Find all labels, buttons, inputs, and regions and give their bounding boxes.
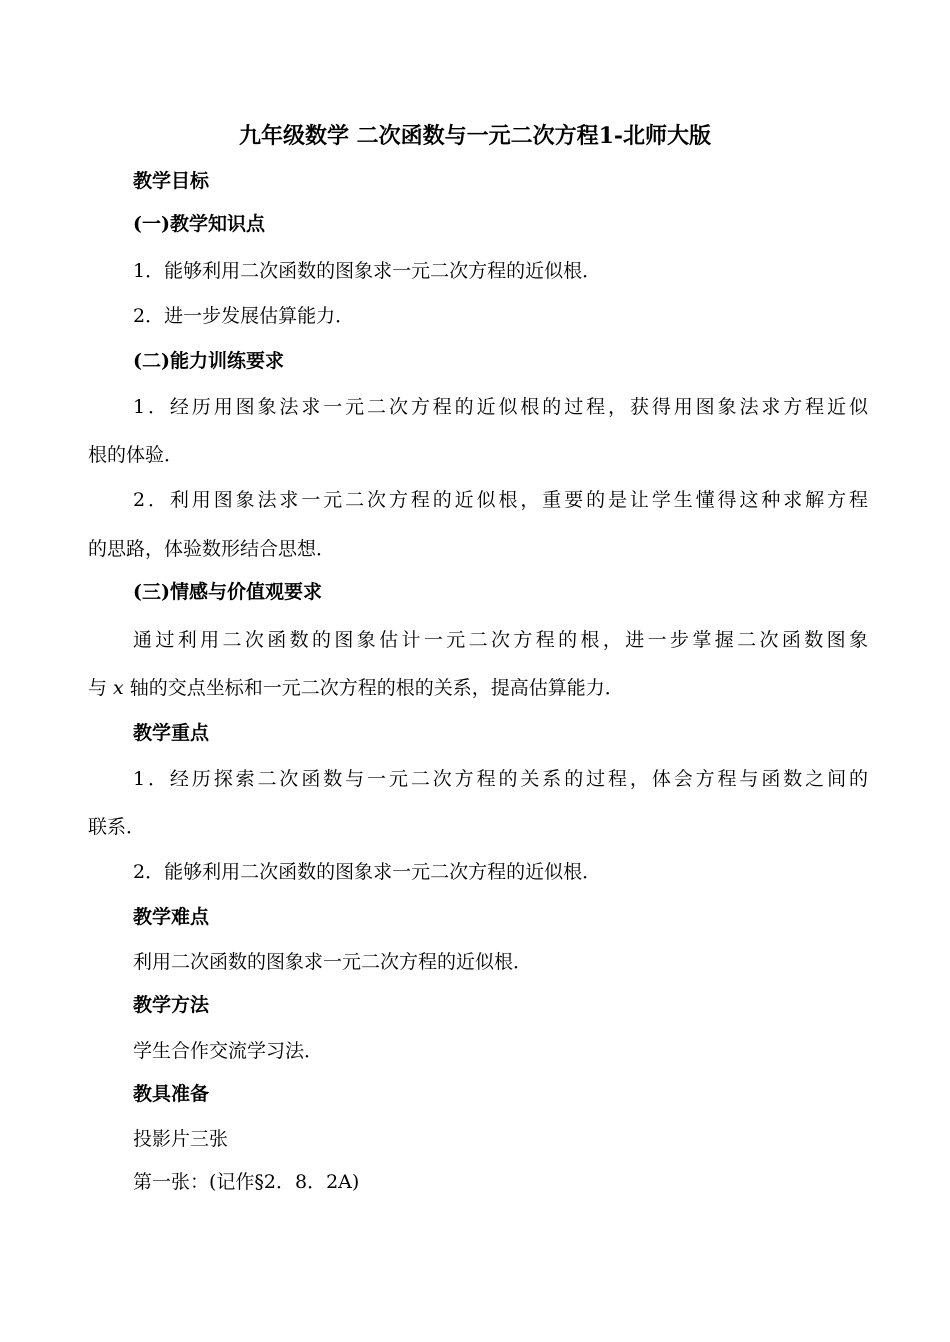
ability-item-1-line-2: 根的体验． [88,444,184,466]
difficulty-heading: 教学难点 [133,906,210,928]
first-slide-label: 第一张：(记作§2．8．2A) [133,1171,360,1193]
knowledge-heading: (一)教学知识点 [133,213,265,235]
emotion-line-1: 通过利用二次函数的图象估计一元二次方程的根，进一步掌握二次函数图象 [133,629,868,651]
method-heading: 教学方法 [133,994,210,1016]
ability-heading: (二)能力训练要求 [133,350,284,372]
key-item-1-line-2: 联系． [88,816,146,838]
ability-item-2-line-1: 2．利用图象法求一元二次方程的近似根，重要的是让学生懂得这种求解方程 [133,489,868,511]
key-item-2: 2．能够利用二次函数的图象求一元二次方程的近似根． [133,861,602,883]
emotion-heading: (三)情感与价值观要求 [133,581,322,603]
knowledge-item-2: 2．进一步发展估算能力． [133,305,355,327]
knowledge-item-1: 1．能够利用二次函数的图象求一元二次方程的近似根． [133,260,602,282]
emotion-line-2-pre: 与 [88,677,114,699]
tools-heading: 教具准备 [133,1083,210,1105]
key-item-1-line-1: 1．经历探索二次函数与一元二次方程的关系的过程，体会方程与函数之间的 [133,768,868,790]
goals-heading: 教学目标 [133,170,210,192]
emotion-line-2-post: 轴的交点坐标和一元二次方程的根的关系，提高估算能力． [123,677,624,699]
key-heading: 教学重点 [133,722,210,744]
ability-item-1-line-1: 1．经历用图象法求一元二次方程的近似根的过程，获得用图象法求方程近似 [133,396,868,418]
difficulty-text: 利用二次函数的图象求一元二次方程的近似根． [133,951,533,973]
variable-x: x [113,677,124,699]
document-title: 九年级数学 二次函数与一元二次方程1-北师大版 [238,123,712,149]
tools-text: 投影片三张 [133,1128,229,1150]
emotion-line-2 [88,673,868,703]
ability-item-2-line-2: 的思路，体验数形结合思想． [88,538,336,560]
method-text: 学生合作交流学习法． [133,1040,324,1062]
